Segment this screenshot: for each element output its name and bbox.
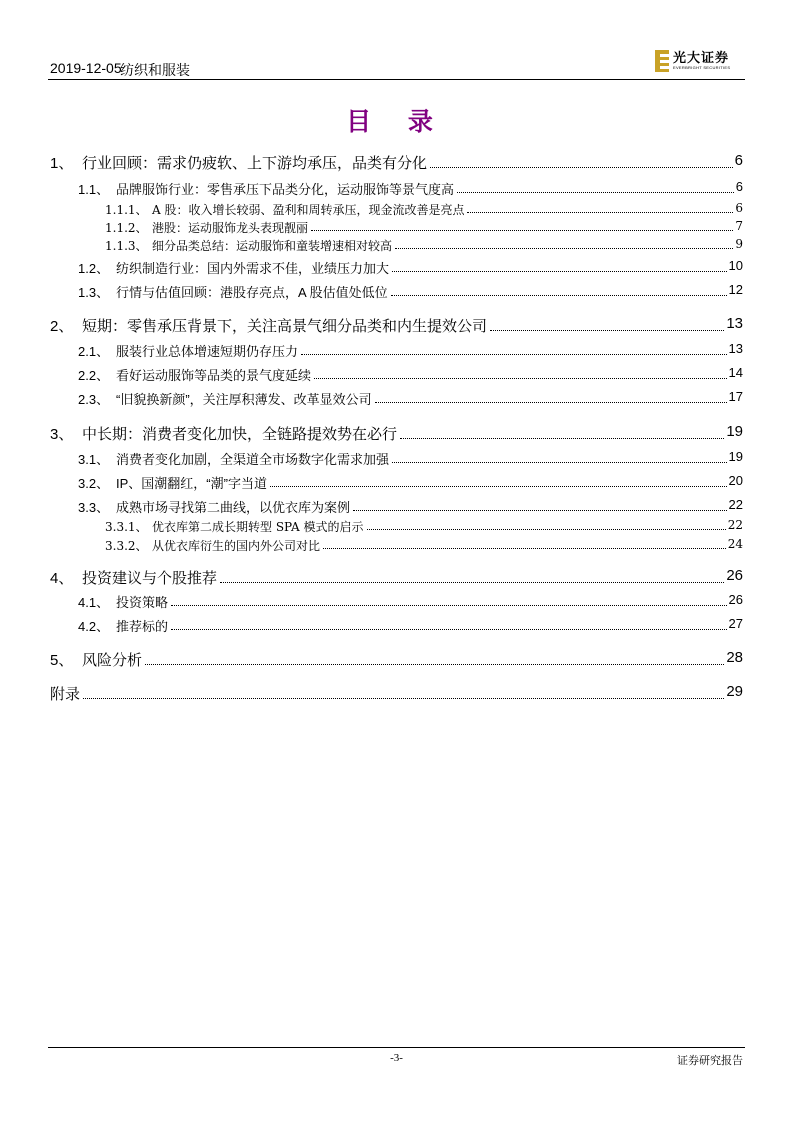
header-divider — [48, 79, 745, 80]
toc-leader-dots — [311, 230, 733, 231]
toc-leader-dots — [490, 330, 724, 331]
toc-entry-page: 22 — [727, 518, 743, 532]
toc-entry-title: “旧貌换新颜”，关注厚积薄发、改革显效公司 — [116, 392, 372, 407]
toc-entry-page: 19 — [728, 449, 743, 464]
toc-entry-number: 3.3、 — [78, 500, 110, 515]
footer-label: 证券研究报告 — [677, 1055, 743, 1067]
toc-entry-title: 成熟市场寻找第二曲线，以优衣库为案例 — [116, 500, 351, 515]
toc-entry[interactable] — [0, 616, 793, 632]
toc-entry-title: 附录 — [50, 686, 81, 703]
toc-entry[interactable] — [0, 683, 793, 701]
page-number: -3- — [390, 1052, 403, 1064]
toc-leader-dots — [353, 510, 727, 511]
toc-entry-title: IP、国潮翻红，“潮”字当道 — [116, 476, 267, 491]
toc-leader-dots — [391, 295, 727, 296]
toc-entry-page: 19 — [726, 423, 743, 440]
toc-entry[interactable] — [0, 592, 793, 608]
toc-entry[interactable] — [0, 201, 793, 215]
toc-leader-dots — [392, 271, 727, 272]
toc-leader-dots — [457, 192, 734, 193]
toc-leader-dots — [367, 529, 726, 530]
footer-divider — [48, 1047, 745, 1048]
toc-entry-page: 6 — [734, 152, 743, 169]
toc-entry[interactable] — [0, 567, 793, 585]
toc-leader-dots — [145, 664, 724, 665]
logo-text-en: EVERBRIGHT SECURITIES — [673, 65, 731, 70]
toc-leader-dots — [270, 486, 727, 487]
toc-entry-title: 行业回顾：需求仍疲软、上下游均承压，品类有分化 — [82, 155, 428, 172]
toc-entry-page: 26 — [726, 567, 743, 584]
toc-entry[interactable] — [0, 537, 793, 551]
toc-entry-page: 26 — [728, 592, 743, 607]
toc-entry-number: 1.1.1、 — [105, 203, 148, 217]
toc-entry-page: 28 — [726, 649, 743, 666]
toc-entry-title: 纺织制造行业：国内外需求不佳，业绩压力加大 — [116, 261, 390, 276]
toc-entry[interactable] — [0, 315, 793, 333]
toc-entry-page: 29 — [726, 683, 743, 700]
toc-entry[interactable] — [0, 449, 793, 465]
toc-entry-page: 12 — [728, 282, 743, 297]
toc-entry-number: 3、 — [50, 426, 74, 443]
toc-entry-title: A 股：收入增长较弱、盈利和周转承压，现金流改善是亮点 — [152, 203, 465, 217]
toc-entry-title: 投资策略 — [116, 595, 169, 610]
toc-entry-number: 1.1.3、 — [105, 239, 148, 253]
toc-entry-title: 消费者变化加剧，全渠道全市场数字化需求加强 — [116, 452, 390, 467]
toc-entry-title: 看好运动服饰等品类的景气度延续 — [116, 368, 312, 383]
toc-entry-number: 1.2、 — [78, 261, 110, 276]
toc-leader-dots — [171, 629, 727, 630]
toc-entry[interactable] — [0, 258, 793, 274]
toc-entry-page: 6 — [735, 201, 743, 215]
report-sector: 纺织和服装 — [120, 62, 190, 78]
toc-leader-dots — [220, 582, 724, 583]
toc-entry-number: 3.1、 — [78, 452, 110, 467]
toc-entry[interactable] — [0, 473, 793, 489]
toc-leader-dots — [430, 167, 733, 168]
everbright-logo — [655, 50, 730, 72]
toc-entry-title: 港股：运动服饰龙头表现靓丽 — [152, 221, 309, 235]
logo-text-cn: 光大证券 — [673, 51, 730, 66]
toc-entry-number: 2.1、 — [78, 344, 110, 359]
toc-entry-title: 品牌服饰行业：零售承压下品类分化，运动服饰等景气度高 — [116, 182, 455, 197]
toc-leader-dots — [301, 354, 727, 355]
toc-leader-dots — [392, 462, 727, 463]
toc-entry-title: 短期：零售承压背景下，关注高景气细分品类和内生提效公司 — [82, 318, 488, 335]
toc-entry-title: 从优衣库衍生的国内外公司对比 — [152, 539, 321, 553]
toc-entry[interactable] — [0, 518, 793, 532]
toc-entry-title: 推荐标的 — [116, 619, 169, 634]
toc-entry[interactable] — [0, 179, 793, 195]
toc-entry-number: 2、 — [50, 318, 74, 335]
toc-entry-page: 9 — [735, 237, 743, 251]
toc-entry-page: 13 — [726, 315, 743, 332]
toc-leader-dots — [314, 378, 727, 379]
toc-entry[interactable] — [0, 341, 793, 357]
toc-leader-dots — [171, 605, 727, 606]
toc-leader-dots — [375, 402, 727, 403]
toc-entry-title: 风险分析 — [82, 652, 143, 669]
toc-entry[interactable] — [0, 365, 793, 381]
toc-entry-number: 4、 — [50, 570, 74, 587]
toc-leader-dots — [323, 548, 726, 549]
toc-entry-page: 7 — [735, 219, 743, 233]
toc-entry-page: 27 — [728, 616, 743, 631]
toc-entry-number: 4.1、 — [78, 595, 110, 610]
toc-entry-number: 3.2、 — [78, 476, 110, 491]
toc-entry-number: 3.3.1、 — [105, 520, 148, 534]
toc-entry-title: 服装行业总体增速短期仍存压力 — [116, 344, 299, 359]
toc-entry-page: 20 — [728, 473, 743, 488]
toc-entry-number: 4.2、 — [78, 619, 110, 634]
toc-entry-page: 13 — [728, 341, 743, 356]
toc-entry-page: 14 — [728, 365, 743, 380]
toc-entry[interactable] — [0, 282, 793, 298]
toc-entry[interactable] — [0, 649, 793, 667]
toc-entry-number: 1、 — [50, 155, 74, 172]
toc-entry-title: 投资建议与个股推荐 — [82, 570, 218, 587]
toc-entry-page: 22 — [728, 497, 743, 512]
toc-leader-dots — [83, 698, 724, 699]
report-date: 2019-12-05 — [50, 60, 122, 76]
toc-entry-title: 行情与估值回顾：港股存亮点，A 股估值处低位 — [116, 285, 388, 300]
toc-entry-title: 中长期：消费者变化加快，全链路提效势在必行 — [82, 426, 398, 443]
toc-entry-page: 24 — [727, 537, 743, 551]
page-title: 目 录 — [346, 107, 447, 136]
toc-leader-dots — [395, 248, 733, 249]
toc-entry-page: 6 — [735, 179, 743, 194]
toc-leader-dots — [467, 212, 733, 213]
toc-entry-number: 1.1.2、 — [105, 221, 148, 235]
toc-entry-number: 2.3、 — [78, 392, 110, 407]
toc-entry-page: 10 — [728, 258, 743, 273]
toc-entry[interactable] — [0, 423, 793, 441]
toc-entry[interactable] — [0, 219, 793, 233]
toc-entry-number: 5、 — [50, 652, 74, 669]
toc-entry-title: 细分品类总结：运动服饰和童装增速相对较高 — [152, 239, 393, 253]
toc-entry[interactable] — [0, 497, 793, 513]
toc-entry-number: 2.2、 — [78, 368, 110, 383]
toc-entry-number: 1.1、 — [78, 182, 110, 197]
toc-entry-title: 优衣库第二成长期转型 SPA 模式的启示 — [152, 520, 364, 534]
toc-entry[interactable] — [0, 389, 793, 405]
toc-entry-number: 1.3、 — [78, 285, 110, 300]
toc-leader-dots — [400, 438, 724, 439]
toc-entry[interactable] — [0, 237, 793, 251]
logo-mark-icon — [655, 50, 669, 72]
toc-entry-number: 3.3.2、 — [105, 539, 148, 553]
toc-entry-page: 17 — [728, 389, 743, 404]
toc-entry[interactable] — [0, 152, 793, 170]
